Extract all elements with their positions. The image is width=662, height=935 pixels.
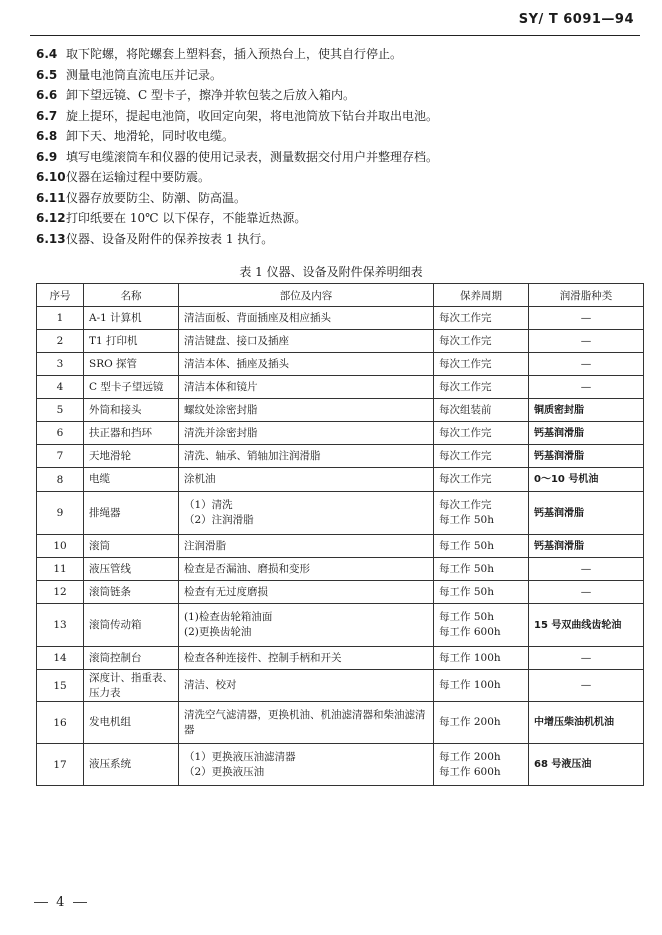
row-lubricant-line: 钙基润滑脂 [534, 450, 584, 462]
row-name [84, 670, 179, 702]
row-lubricant-line: 钙基润滑脂 [534, 507, 584, 519]
row-content [179, 558, 434, 581]
row-lubricant-line: 钙基润滑脂 [534, 427, 584, 439]
row-lubricant-line: 0～10 号机油 [534, 474, 599, 485]
row-content [179, 445, 434, 468]
row-lubricant [529, 307, 644, 330]
row-number-line: 6 [56, 427, 64, 439]
row-cycle-line: 每工作 50h [439, 585, 494, 598]
row-number [37, 353, 84, 376]
row-number-line: 15 [53, 679, 67, 692]
row-name [84, 330, 179, 353]
row-content [179, 492, 434, 535]
row-number [37, 702, 84, 744]
paragraph-line [36, 85, 638, 106]
row-content [179, 307, 434, 330]
row-lubricant-line: — [580, 585, 592, 598]
row-number [37, 376, 84, 399]
table-row [37, 376, 644, 399]
row-name [84, 468, 179, 492]
row-content-line: 涂机油 [184, 473, 216, 485]
header-name: 名称 [84, 284, 179, 307]
row-cycle-line: 每工作 50h [439, 562, 494, 575]
paragraph-line [36, 188, 638, 209]
row-number-line: 7 [56, 450, 64, 462]
row-cycle [434, 468, 529, 492]
row-lubricant-line: 15 号双曲线齿轮油 [534, 619, 622, 631]
row-cycle-line: 每工作 50h [439, 611, 494, 623]
row-number-line: 12 [53, 586, 67, 598]
clause-number: 6.6 [36, 88, 58, 102]
procedure-paragraphs [36, 44, 638, 249]
table-row [37, 307, 644, 330]
paragraph-line [36, 44, 638, 65]
row-content [179, 604, 434, 647]
row-number [37, 604, 84, 647]
row-content-line: (2)更换齿轮油 [184, 626, 252, 638]
row-number [37, 492, 84, 535]
row-content-line: (1)检查齿轮箱油面 [184, 611, 273, 623]
row-content-line: （2）更换液压油 [184, 765, 265, 778]
paragraph-line [36, 167, 638, 188]
table-row [37, 422, 644, 445]
paragraph-line [36, 65, 638, 86]
footer-dash-right [73, 902, 87, 903]
paragraph-line [36, 229, 638, 250]
table-row [37, 330, 644, 353]
row-cycle-line: 每工作 200h [439, 716, 501, 728]
row-number [37, 744, 84, 786]
row-number [37, 445, 84, 468]
row-cycle-line: 每工作 50h [439, 539, 494, 552]
row-number-line: 4 [56, 381, 64, 393]
row-lubricant [529, 604, 644, 647]
row-cycle-line: 每次工作完 [439, 380, 492, 393]
row-cycle-line: 每次工作完 [439, 426, 492, 439]
row-name-line: SRO 探管 [89, 357, 138, 370]
row-content-line: 检查是否漏油、磨损和变形 [184, 562, 310, 575]
row-lubricant-line: 中增压柴油机机油 [534, 717, 614, 728]
row-name-line: A-1 计算机 [89, 311, 142, 324]
row-cycle [434, 330, 529, 353]
row-number-line: 13 [53, 619, 67, 631]
table-row [37, 468, 644, 492]
row-number [37, 581, 84, 604]
clause-text: 旋上提环，提起电池筒，收回定向架，将电池筒放下钻台并取出电池。 [66, 108, 439, 123]
row-cycle [434, 445, 529, 468]
row-name-line: T1 打印机 [89, 334, 138, 347]
clause-text: 测量电池筒直流电压并记录。 [66, 67, 223, 82]
row-content-line: 清洁面板、背面插座及相应插头 [184, 311, 331, 324]
row-number-line: 16 [53, 716, 67, 729]
clause-number: 6.10 [36, 170, 66, 184]
row-name-line: 电缆 [89, 473, 110, 485]
row-content-line: 清洁、校对 [184, 679, 237, 691]
row-content [179, 744, 434, 786]
row-name [84, 535, 179, 558]
standard-code-header: SY/ T 6091—94 [518, 12, 634, 27]
header-no: 序号 [37, 284, 84, 307]
row-cycle [434, 702, 529, 744]
row-name-line: 滚筒 [89, 539, 110, 552]
row-lubricant [529, 330, 644, 353]
row-cycle-line: 每次组装前 [439, 403, 492, 416]
row-lubricant [529, 647, 644, 670]
row-content-line: 清洁本体、插座及插头 [184, 357, 289, 370]
row-cycle [434, 670, 529, 702]
row-cycle-line: 每工作 200h [439, 750, 501, 763]
clause-text: 仪器存放要防尘、防潮、防高温。 [66, 190, 247, 205]
row-content [179, 670, 434, 702]
row-cycle-line: 每次工作完 [439, 311, 492, 324]
row-cycle-line: 每工作 600h [439, 765, 501, 778]
row-content-line: 清洗并涂密封脂 [184, 426, 258, 439]
row-number [37, 535, 84, 558]
row-lubricant [529, 558, 644, 581]
row-lubricant [529, 376, 644, 399]
row-name [84, 376, 179, 399]
row-name [84, 744, 179, 786]
row-name [84, 558, 179, 581]
table-row [37, 744, 644, 786]
row-cycle [434, 376, 529, 399]
clause-text: 打印纸要在 10℃ 以下保存，不能靠近热源。 [66, 211, 307, 225]
clause-number: 6.7 [36, 108, 58, 123]
row-content-line: （1）清洗 [184, 499, 233, 511]
maintenance-table [36, 283, 644, 786]
row-number-line: 17 [53, 758, 67, 771]
row-name-line: 排绳器 [89, 506, 121, 519]
row-lubricant-line: — [580, 380, 592, 393]
clause-number: 6.12 [36, 211, 66, 225]
row-content-line: （1）更换液压油滤清器 [184, 750, 296, 763]
table-caption: 表 1 仪器、设备及附件保养明细表 [239, 265, 423, 279]
row-name [84, 492, 179, 535]
row-lubricant-line: — [580, 562, 592, 575]
row-number-line: 9 [56, 507, 64, 519]
row-number [37, 670, 84, 702]
row-content-line: 注润滑脂 [184, 539, 226, 552]
row-lubricant [529, 422, 644, 445]
row-content [179, 353, 434, 376]
table-header-row [37, 284, 644, 307]
clause-text: 卸下望远镜、C 型卡子，擦净并软包装之后放入箱内。 [66, 88, 355, 102]
row-number-line: 10 [53, 540, 67, 552]
row-content-line: 清洁本体和镜片 [184, 380, 258, 393]
footer-dash-left [34, 902, 48, 903]
row-lubricant [529, 353, 644, 376]
table-row [37, 353, 644, 376]
row-number-line: 8 [56, 473, 64, 486]
row-lubricant-line: — [580, 311, 592, 324]
page-number: 4 [56, 895, 65, 910]
row-cycle [434, 558, 529, 581]
row-content-line: 螺纹处涂密封脂 [184, 403, 258, 416]
paragraph-line [36, 208, 638, 229]
row-name [84, 307, 179, 330]
row-number-line: 2 [56, 335, 64, 347]
row-cycle [434, 581, 529, 604]
row-number [37, 399, 84, 422]
clause-number: 6.11 [36, 190, 66, 205]
clause-text: 卸下天、地滑轮，同时收电缆。 [66, 129, 235, 143]
row-lubricant [529, 468, 644, 492]
row-number [37, 330, 84, 353]
table-row [37, 492, 644, 535]
row-content-line: 清洗空气滤清器，更换机油、机油滤清器和柴油滤清器 [184, 708, 426, 736]
clause-number: 6.9 [36, 149, 58, 164]
table-row [37, 399, 644, 422]
row-content [179, 647, 434, 670]
row-cycle [434, 422, 529, 445]
row-content-line: 清洁键盘、接口及插座 [184, 334, 289, 347]
header-lubricant: 润滑脂种类 [529, 284, 644, 307]
row-lubricant-line: 铜质密封脂 [534, 404, 584, 416]
table-row [37, 604, 644, 647]
header-content: 部位及内容 [179, 284, 434, 307]
row-cycle [434, 492, 529, 535]
clause-number: 6.8 [36, 129, 58, 143]
row-lubricant [529, 445, 644, 468]
row-name-line: 液压系统 [89, 758, 131, 770]
row-number [37, 422, 84, 445]
row-lubricant-line: — [580, 651, 592, 664]
row-lubricant [529, 670, 644, 702]
clause-number: 6.5 [36, 67, 58, 82]
row-number [37, 647, 84, 670]
page-footer [34, 895, 87, 910]
row-lubricant [529, 399, 644, 422]
table-row [37, 702, 644, 744]
row-name-line: 液压管线 [89, 562, 131, 575]
header-rule [30, 35, 640, 36]
row-name-line: 滚筒链条 [89, 585, 131, 598]
table-row [37, 535, 644, 558]
row-name [84, 581, 179, 604]
row-lubricant [529, 581, 644, 604]
row-lubricant-line: 钙基润滑脂 [534, 540, 584, 552]
row-name-line: 深度计、指重表、压力表 [89, 671, 173, 699]
row-content [179, 330, 434, 353]
row-cycle-line: 每次工作完 [439, 473, 492, 485]
row-number-line: 14 [53, 652, 67, 664]
row-lubricant-line: — [580, 679, 592, 691]
clause-text: 仪器在运输过程中要防震。 [66, 170, 211, 184]
paragraph-line [36, 126, 638, 147]
row-cycle-line: 每次工作完 [439, 334, 492, 347]
row-cycle [434, 604, 529, 647]
header-cycle: 保养周期 [434, 284, 529, 307]
row-name-line: 滚筒控制台 [89, 651, 142, 664]
row-lubricant-line: — [580, 334, 592, 347]
row-content-line: 检查有无过度磨损 [184, 585, 268, 598]
row-cycle-line: 每次工作完 [439, 449, 492, 462]
table-row [37, 445, 644, 468]
row-lubricant [529, 492, 644, 535]
row-number [37, 558, 84, 581]
row-cycle-line: 每工作 600h [439, 626, 501, 638]
row-name [84, 353, 179, 376]
row-name [84, 399, 179, 422]
row-lubricant-line: 68 号液压油 [534, 759, 592, 770]
row-number [37, 468, 84, 492]
row-name-line: 发电机组 [89, 716, 131, 728]
row-cycle [434, 399, 529, 422]
row-content [179, 376, 434, 399]
row-cycle [434, 647, 529, 670]
row-cycle-line: 每工作 100h [439, 679, 501, 691]
row-name [84, 445, 179, 468]
row-cycle [434, 353, 529, 376]
row-content [179, 399, 434, 422]
row-name-line: 外筒和接头 [89, 403, 142, 416]
row-cycle-line: 每工作 100h [439, 651, 501, 664]
row-name-line: 扶正器和挡环 [89, 426, 152, 439]
row-content [179, 422, 434, 445]
table-row [37, 581, 644, 604]
row-cycle [434, 744, 529, 786]
row-lubricant-line: — [580, 357, 592, 370]
row-name-line: 天地滑轮 [89, 449, 131, 462]
row-cycle-line: 每次工作完 [439, 499, 492, 511]
row-content-line: 检查各种连接件、控制手柄和开关 [184, 651, 342, 664]
clause-number: 6.4 [36, 47, 58, 61]
paragraph-line [36, 106, 638, 127]
clause-text: 填写电缆滚筒车和仪器的使用记录表，测量数据交付用户并整理存档。 [66, 149, 439, 164]
row-cycle [434, 307, 529, 330]
row-content [179, 581, 434, 604]
row-content-line: 清洗、轴承、销轴加注润滑脂 [184, 449, 321, 462]
clause-text: 仪器、设备及附件的保养按表 1 执行。 [66, 231, 274, 246]
row-content [179, 468, 434, 492]
row-name [84, 647, 179, 670]
row-content [179, 535, 434, 558]
row-number-line: 1 [56, 312, 64, 324]
row-cycle [434, 535, 529, 558]
row-cycle-line: 每工作 50h [439, 514, 494, 526]
row-name [84, 422, 179, 445]
row-lubricant [529, 535, 644, 558]
row-lubricant [529, 744, 644, 786]
table-row [37, 558, 644, 581]
row-name-line: C 型卡子望远镜 [89, 380, 164, 393]
table-row [37, 670, 644, 702]
clause-number: 6.13 [36, 231, 66, 246]
row-name-line: 滚筒传动箱 [89, 618, 142, 631]
row-lubricant [529, 702, 644, 744]
row-content [179, 702, 434, 744]
row-number-line: 5 [56, 404, 64, 416]
table-row [37, 647, 644, 670]
row-name [84, 604, 179, 647]
clause-text: 取下陀螺，将陀螺套上塑料套，插入预热台上，使其自行停止。 [66, 47, 403, 61]
row-number-line: 3 [56, 358, 64, 370]
row-content-line: （2）注润滑脂 [184, 514, 254, 526]
row-name [84, 702, 179, 744]
row-cycle-line: 每次工作完 [439, 357, 492, 370]
row-number [37, 307, 84, 330]
paragraph-line [36, 147, 638, 168]
row-number-line: 11 [53, 563, 67, 575]
